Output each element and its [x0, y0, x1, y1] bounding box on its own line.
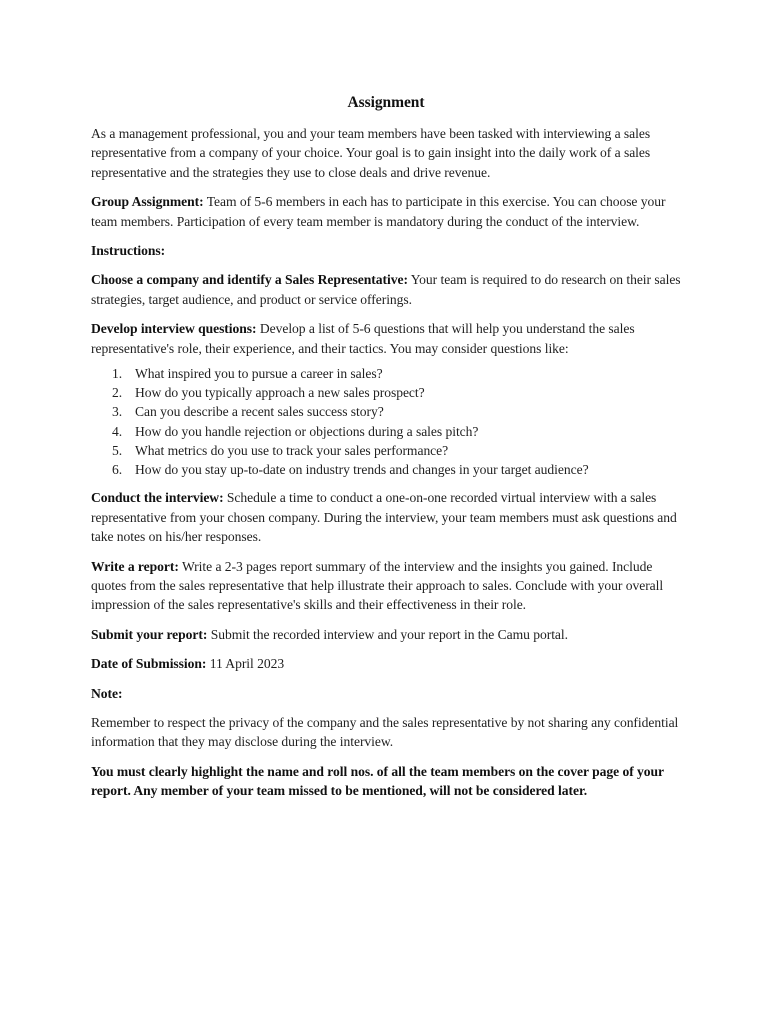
conduct-interview-paragraph — [91, 488, 681, 546]
develop-questions-label: Develop interview questions: — [91, 321, 257, 337]
question-item — [112, 364, 681, 383]
question-text: How do you typically approach a new sales prospect? — [135, 385, 425, 401]
question-number: 3. — [112, 404, 123, 420]
date-of-submission-value: 11 April 2023 — [206, 656, 285, 672]
conduct-interview-text: Schedule a time to conduct a one-on-one recorded virtual interview with a sales representative from your chosen company. During the interview, your team members must ask questions and take notes on his/her responses. — [91, 490, 677, 545]
group-assignment-text: Team of 5-6 members in each has to participate in this exercise. You can choose your team members. Participation of every team member is mandatory during the conduct of the interview. — [91, 194, 666, 229]
choose-company-text: Your team is required to do research on their sales strategies, target audience, and product or service offerings. — [91, 272, 681, 307]
document-page — [91, 92, 681, 811]
note-heading-label: Note: — [91, 685, 123, 701]
submit-report-paragraph — [91, 625, 681, 644]
question-number: 1. — [112, 366, 123, 382]
choose-company-label: Choose a company and identify a Sales Representative: — [91, 272, 408, 288]
write-report-paragraph — [91, 557, 681, 615]
write-report-text: Write a 2-3 pages report summary of the interview and the insights you gained. Include quotes from the sales representative that help illustrate their approach to sales. Conclude with your overall impression of the sales representative's skills and their effectiveness in their role. — [91, 558, 664, 613]
group-assignment-label: Group Assignment: — [91, 194, 204, 210]
question-item — [112, 441, 681, 460]
note-heading — [91, 684, 681, 703]
write-report-label: Write a report: — [91, 558, 179, 574]
submit-report-label: Submit your report: — [91, 626, 208, 642]
choose-company-paragraph — [91, 270, 681, 309]
question-number: 5. — [112, 442, 123, 458]
instructions-heading-label: Instructions: — [91, 243, 166, 259]
note-paragraph: Remember to respect the privacy of the company and the sales representative by not sharing any confidential information that they may disclose during the interview. — [91, 714, 679, 750]
question-text: How do you handle rejection or objections during a sales pitch? — [135, 423, 479, 439]
question-number: 6. — [112, 462, 123, 478]
group-assignment-paragraph — [91, 192, 681, 231]
question-text: What metrics do you use to track your sales performance? — [135, 442, 449, 458]
date-of-submission-paragraph — [91, 654, 681, 673]
question-text: Can you describe a recent sales success story? — [135, 404, 384, 420]
question-item — [112, 383, 681, 402]
submit-report-text: Submit the recorded interview and your report in the Camu portal. — [207, 626, 568, 642]
question-number: 4. — [112, 423, 123, 439]
instructions-heading — [91, 241, 681, 260]
question-text: How do you stay up-to-date on industry trends and changes in your target audience? — [135, 462, 589, 478]
team-members-warning: You must clearly highlight the name and roll nos. of all the team members on the cover page of your report. Any member of your team missed to be mentioned, will not be considered later. — [91, 763, 664, 799]
intro-paragraph: As a management professional, you and your team members have been tasked with interviewing a sales representative from a company of your choice. Your goal is to gain insight into the daily work of a sales representative and the strategies they use to close deals and drive revenue. — [91, 126, 651, 180]
question-text: What inspired you to pursue a career in sales? — [135, 366, 383, 382]
date-of-submission-label: Date of Submission: — [91, 656, 207, 672]
question-item — [112, 422, 681, 441]
document-title: Assignment — [347, 94, 425, 111]
question-item — [112, 460, 681, 479]
questions-list — [91, 364, 681, 479]
question-item — [112, 402, 681, 421]
conduct-interview-label: Conduct the interview: — [91, 490, 224, 506]
develop-questions-paragraph — [91, 319, 681, 358]
question-number: 2. — [112, 385, 123, 401]
develop-questions-text: Develop a list of 5-6 questions that will help you understand the sales representative's role, their experience, and their tactics. You may consider questions like: — [91, 321, 635, 356]
